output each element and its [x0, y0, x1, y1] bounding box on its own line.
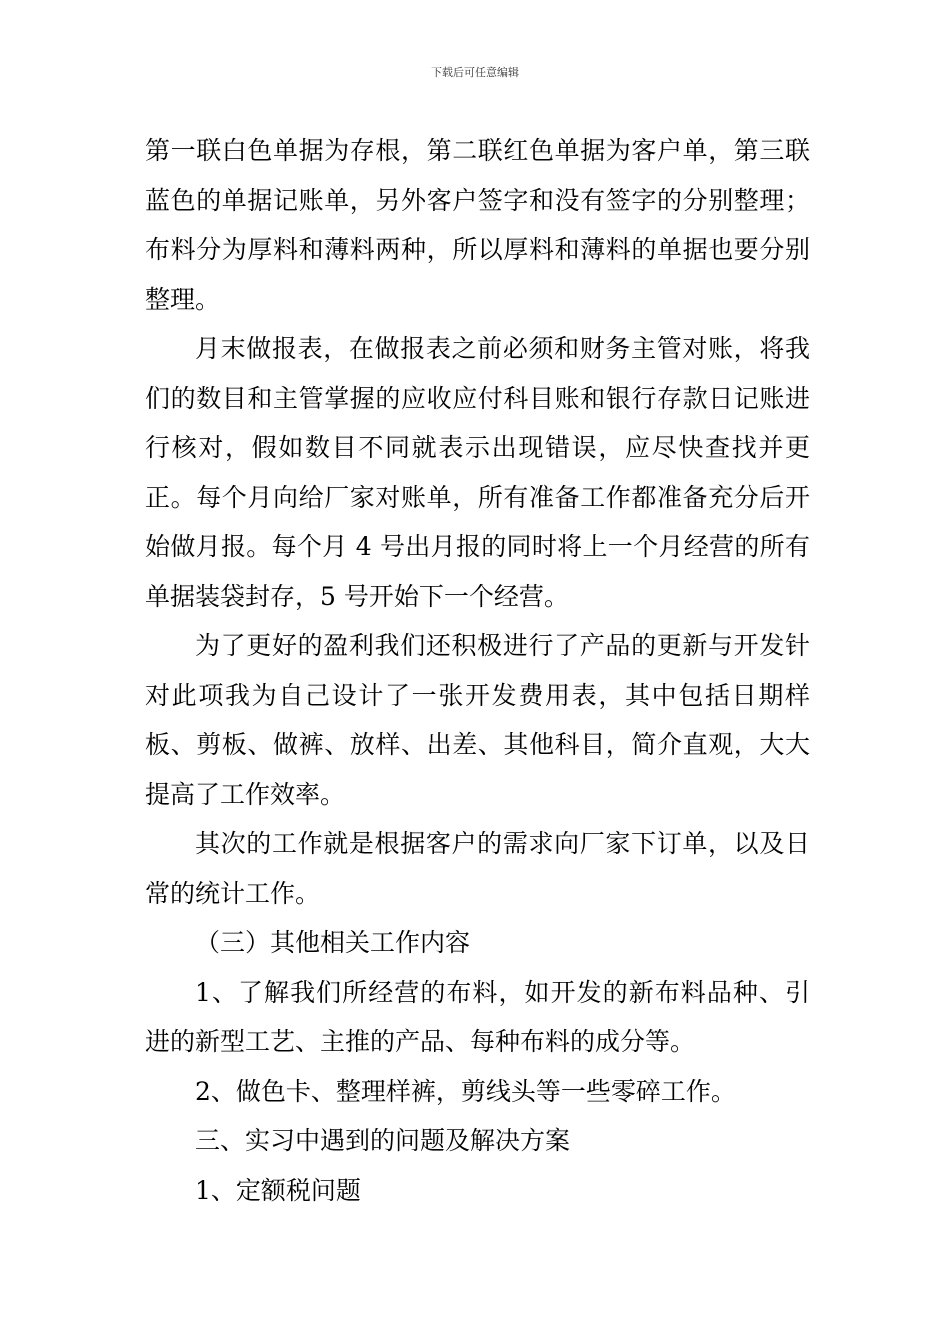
list-item-color-cards: 2、做色卡、整理样裤，剪线头等一些零碎工作。 — [195, 1076, 736, 1106]
paragraph-receipt-copies: 第一联白色单据为存根，第二联红色单据为客户单，第三联蓝色的单据记账单，另外客户签字和没有签字的分别整理；布料分为厚料和薄料两种，所以厚料和薄料的单据也要分别整理。 — [145, 136, 810, 314]
list-item-fixed-tax: 1、定额税问题 — [195, 1175, 361, 1205]
paragraph-monthly-report: 月末做报表，在做报表之前必须和财务主管对账，将我们的数目和主管掌握的应收应付科目账和银行存款日记账进行核对，假如数目不同就表示出现错误，应尽快查找并更正。每个月向给厂家对账单，所有准备工作都准备充分后开始做月报。每个月 4 号出月报的同时将上一个月经营的所有单据装袋封存，5 号开始下一个经营。 — [145, 334, 810, 611]
list-item-fabrics: 1、了解我们所经营的布料，如开发的新布料品种、引进的新型工艺、主推的产品、每种布料的成分等。 — [145, 977, 810, 1056]
page-header: 下载后可任意编辑 — [431, 66, 519, 79]
paragraph-orders: 其次的工作就是根据客户的需求向厂家下订单，以及日常的统计工作。 — [145, 829, 810, 908]
section-heading-problems: 三、实习中遇到的问题及解决方案 — [195, 1126, 571, 1155]
section-heading-other-work: （三）其他相关工作内容 — [195, 928, 471, 957]
paragraph-development-costs: 为了更好的盈利我们还积极进行了产品的更新与开发针对此项我为自己设计了一张开发费用表，其中包括日期样板、剪板、做裤、放样、出差、其他科目，简介直观，大大提高了工作效率。 — [145, 631, 810, 809]
document-body — [145, 126, 810, 1215]
